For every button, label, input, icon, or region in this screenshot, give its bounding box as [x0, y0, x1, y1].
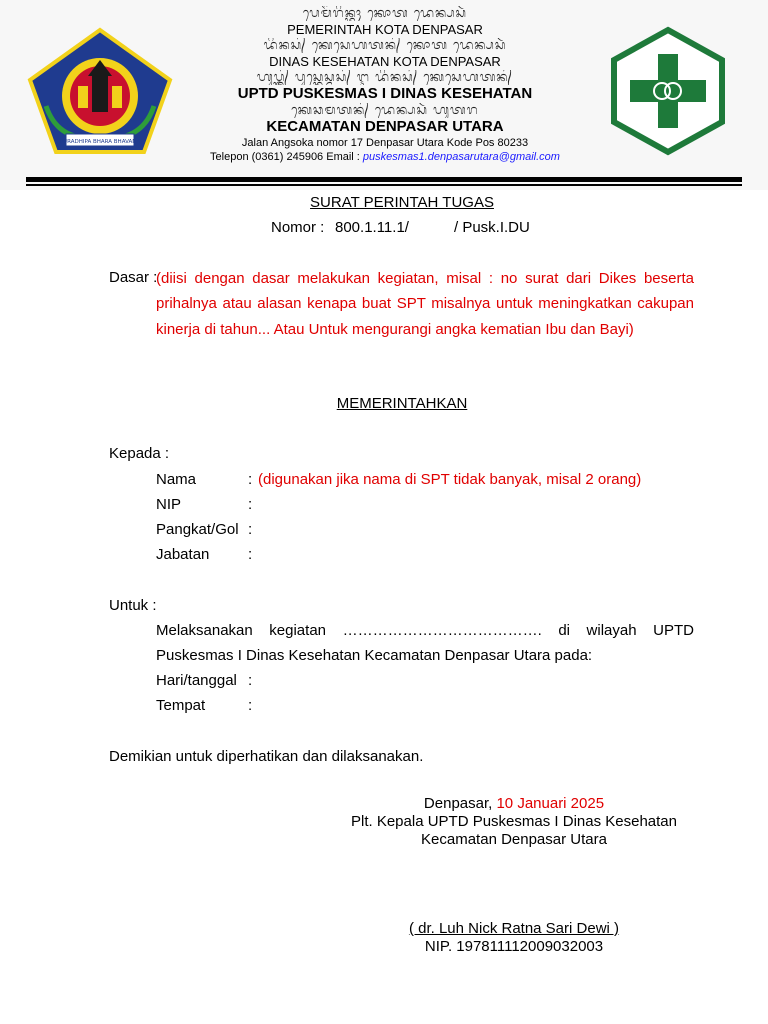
untuk-line-1: Melaksanakan kegiatan …………………………………. di wilayah UPTD	[156, 622, 694, 639]
nomor-suffix: / Pusk.I.DU	[454, 219, 530, 236]
balinese-script-line-1: ᬧᬾᬫᭂᬭᬶᬦ᭄ᬢᬄ ᬓᭀᬢ ᬤᬾᬦ᭄ᬧᬲᬃ	[302, 6, 468, 21]
closing-sentence: Demikian untuk diperhatikan dan dilaksanakan.	[109, 748, 424, 765]
signature-place: Denpasar,	[423, 795, 497, 812]
contact-line	[180, 150, 590, 164]
unit-name: UPTD PUSKESMAS I DINAS KESEHATAN	[237, 85, 533, 102]
dasar-text: (diisi dengan dasar melakukan kegiatan, misal : no surat dari Dikes beserta prihalnya atau alasan kenapa buat SPT misalnya untuk meningkatkan cakupan kinerja di tahun... Atau Untuk mengurangi angka kematian Ibu dan Bayi)	[156, 270, 694, 338]
memerintahkan-heading: MEMERINTAHKAN	[336, 395, 468, 412]
department-name: DINAS KESEHATAN KOTA DENPASAR	[269, 54, 501, 69]
jabatan-label: Jabatan	[156, 546, 210, 563]
signature-position-2: Kecamatan Denpasar Utara	[421, 831, 607, 848]
jabatan-colon: :	[248, 546, 253, 563]
signature-date: 10 Januari 2025	[496, 795, 605, 812]
letterhead	[0, 0, 768, 190]
letterhead-rule-thick	[26, 177, 742, 182]
balinese-script-line-3: ᬳᬸᬧ᭄ᬢ᭄ᬤ᭄ ᬧᬸᬲ᭄ᬓᬾᬲ᭄ᬫᬲ᭄ ᬇ ᬤᬶᬦᬲ᭄ ᬓᬾᬲᬾᬳᬢᬦ᭄	[256, 70, 514, 85]
signature-position-1: Plt. Kepala UPTD Puskesmas I Dinas Kesehatan	[351, 813, 677, 830]
tempat-colon: :	[248, 697, 253, 714]
email-link[interactable]: puskesmas1.denpasarutara@gmail.com	[362, 151, 560, 163]
nama-label: Nama	[156, 471, 197, 488]
dasar-label: Dasar :	[109, 269, 158, 286]
nomor-value: 800.1.11.1/	[335, 219, 409, 236]
letterhead-rule-thin	[26, 184, 742, 186]
pangkat-colon: :	[248, 521, 253, 538]
phone-text: Telepon (0361) 245906 Email :	[210, 151, 363, 163]
signatory-nip: NIP. 197811112009032003	[424, 938, 604, 955]
puskesmas-logo-icon	[606, 26, 730, 156]
document-title: SURAT PERINTAH TUGAS	[310, 194, 494, 211]
address-line: Jalan Angsoka nomor 17 Denpasar Utara Kode Pos 80233	[241, 137, 529, 149]
nama-colon: :	[248, 471, 253, 488]
kepada-label: Kepada :	[109, 445, 170, 462]
signatory-name: ( dr. Luh Nick Ratna Sari Dewi )	[408, 920, 620, 937]
district-name: KECAMATAN DENPASAR UTARA	[266, 118, 504, 135]
government-name: PEMERINTAH KOTA DENPASAR	[287, 22, 483, 37]
denpasar-city-seal-icon	[26, 26, 174, 156]
signature-place-date	[300, 795, 728, 812]
balinese-script-line-2: ᬤᬶᬦᬲ᭄ ᬓᬾᬲᬾᬳᬢᬦ᭄ ᬓᭀᬢ ᬤᬾᬦ᭄ᬧᬲᬃ	[263, 38, 507, 53]
untuk-label: Untuk :	[109, 597, 157, 614]
seal-motto: PURADHIPA BHARA BHAVANA	[59, 139, 141, 145]
nomor-label: Nomor :	[271, 219, 325, 236]
balinese-script-line-4: ᬓᬾᬘᬫᬢᬦ᭄ ᬤᬾᬦ᭄ᬧᬲᬃ ᬳᬸᬢᬭ	[291, 103, 479, 118]
hari-tanggal-colon: :	[248, 672, 253, 689]
nip-label: NIP	[156, 496, 182, 513]
nama-value: (digunakan jika nama di SPT tidak banyak, misal 2 orang)	[258, 471, 642, 488]
untuk-line-2: Puskesmas I Dinas Kesehatan Kecamatan Denpasar Utara pada:	[156, 647, 593, 664]
nip-colon: :	[248, 496, 253, 513]
tempat-label: Tempat	[156, 697, 206, 714]
pangkat-label: Pangkat/Gol	[156, 521, 239, 538]
letterhead-text	[180, 6, 590, 164]
hari-tanggal-label: Hari/tanggal	[156, 672, 237, 689]
